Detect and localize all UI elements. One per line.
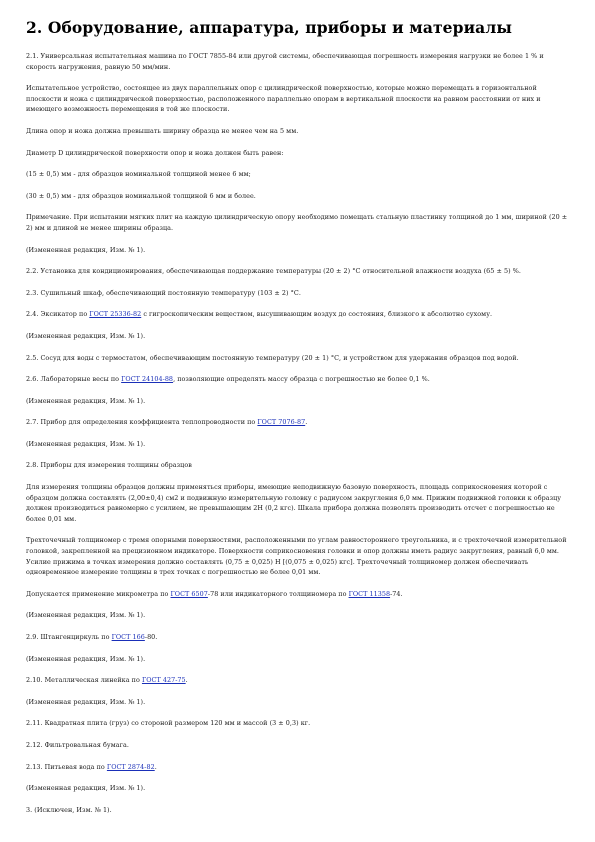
section-title: 2. Оборудование, аппаратура, приборы и материалы <box>26 18 512 37</box>
paragraph <box>26 266 571 277</box>
paragraph <box>26 762 571 773</box>
paragraph-text: (Измененная редакция, Изм. № 1). <box>26 784 146 793</box>
paragraph <box>26 245 571 256</box>
paragraph <box>26 632 571 643</box>
paragraph-text: (15 ± 0,5) мм - для образцов номинальной толщиной менее 6 мм; <box>26 170 251 179</box>
document-body <box>26 51 571 815</box>
paragraph-text: (30 ± 0,5) мм - для образцов номинальной толщиной 6 мм и более. <box>26 191 256 200</box>
paragraph-text: Для измерения толщины образцов должны применяться приборы, имеющие неподвижную базовую поверхность, площадь соприкосновения которой с образцом должна составлять (2,00±0,4) см2 и подвижную измерительную головку с радиусом закругления 6,0 мм. Прижим подвижной головки к образцу должен производиться равномерно с усилием, не превышающим 2Н (0,2 кгс). Шкала прибора должна позволять производить отсчет с погрешностью не более 0,01 мм. <box>26 483 562 523</box>
paragraph-text: (Измененная редакция, Изм. № 1). <box>26 611 146 620</box>
paragraph-text: -74. <box>390 589 403 598</box>
paragraph <box>26 482 571 524</box>
paragraph <box>26 331 571 342</box>
paragraph-text: (Измененная редакция, Изм. № 1). <box>26 245 146 254</box>
paragraph-text: 2.5. Сосуд для воды с термостатом, обеспечивающим постоянную температуру (20 ± 1) °С, и устройством для удержания образцов под водой. <box>26 353 519 362</box>
standard-link[interactable]: ГОСТ 24104-88 <box>121 375 174 384</box>
paragraph-text: . <box>305 418 308 427</box>
paragraph-text: 2.10. Металлическая линейка по <box>26 676 142 685</box>
paragraph <box>26 83 571 115</box>
paragraph <box>26 805 571 816</box>
paragraph-text: (Измененная редакция, Изм. № 1). <box>26 654 146 663</box>
paragraph <box>26 169 571 180</box>
paragraph <box>26 610 571 621</box>
paragraph-text: Примечание. При испытании мягких плит на каждую цилиндрическую опору необходимо помещать стальную пластинку толщиной до 1 мм, шириной (20 ± 2) мм и длиной не менее ширины образца. <box>26 213 568 232</box>
paragraph <box>26 783 571 794</box>
paragraph-text: . <box>154 762 157 771</box>
paragraph <box>26 191 571 202</box>
paragraph-text: 2.4. Эксикатор по <box>26 310 90 319</box>
paragraph-text: (Измененная редакция, Изм. № 1). <box>26 396 146 405</box>
paragraph-text: Испытательное устройство, состоящее из двух параллельных опор с цилиндрической поверхностью, которые можно перемещать в горизонтальной плоскости и ножа с цилиндрической поверхностью, расположенного параллельно опорам в вертикальной плоскости на равном расстоянии от них и имеющего возможность перемещения в той же плоскости. <box>26 84 541 114</box>
paragraph-text: 2.3. Сушильный шкаф, обеспечивающий постоянную температуру (103 ± 2) °С. <box>26 288 301 297</box>
paragraph-text: с гигроскопическим веществом, высушивающим воздух до состояния, близкого к абсолютно сухому. <box>141 310 493 319</box>
paragraph-text: 2.11. Квадратная плита (груз) со стороной размером 120 мм и массой (3 ± 0,3) кг. <box>26 719 311 728</box>
paragraph-text: 2.6. Лабораторные весы по <box>26 375 122 384</box>
standard-link[interactable]: ГОСТ 427-75 <box>141 676 186 685</box>
paragraph <box>26 148 571 159</box>
paragraph-text: Допускается применение микрометра по <box>26 589 171 598</box>
paragraph <box>26 212 571 233</box>
standard-link[interactable]: ГОСТ 25336-82 <box>89 310 142 319</box>
paragraph-text: 2.7. Прибор для определения коэффициента теплопроводности по <box>26 418 258 427</box>
paragraph <box>26 675 571 686</box>
paragraph <box>26 697 571 708</box>
paragraph <box>26 51 571 72</box>
document-page <box>26 18 571 826</box>
paragraph-text: 2.8. Приборы для измерения толщины образцов <box>26 461 192 470</box>
paragraph <box>26 654 571 665</box>
paragraph <box>26 589 571 600</box>
paragraph <box>26 439 571 450</box>
paragraph <box>26 718 571 729</box>
paragraph <box>26 353 571 364</box>
standard-link[interactable]: ГОСТ 2874-82 <box>106 762 155 771</box>
paragraph <box>26 126 571 137</box>
paragraph <box>26 535 571 577</box>
paragraph-text: (Измененная редакция, Изм. № 1). <box>26 697 146 706</box>
paragraph-text: Диаметр D цилиндрической поверхности опор и ножа должен быть равен: <box>26 148 284 157</box>
paragraph-text: 3. (Исключен, Изм. № 1). <box>26 805 112 814</box>
paragraph-text: 2.13. Питьевая вода по <box>26 762 107 771</box>
paragraph <box>26 460 571 471</box>
standard-link[interactable]: ГОСТ 11358 <box>348 589 391 598</box>
paragraph-text: 2.12. Фильтровальная бумага. <box>26 740 129 749</box>
paragraph-text: (Измененная редакция, Изм. № 1). <box>26 331 146 340</box>
standard-link[interactable]: ГОСТ 6507 <box>170 589 208 598</box>
paragraph <box>26 309 571 320</box>
paragraph-text: 2.2. Установка для кондиционирования, обеспечивающая поддержание температуры (20 ± 2) °С относительной влажности воздуха (65 ± 5) %. <box>26 267 521 276</box>
paragraph-text: . <box>185 676 188 685</box>
paragraph-text: 2.1. Универсальная испытательная машина по ГОСТ 7855-84 или другой системы, обеспечивающая погрешность измерения нагрузки не более 1 % и скорость нагружения, равную 50 мм/мин. <box>26 52 544 71</box>
paragraph-text: -80. <box>144 633 158 641</box>
paragraph <box>26 374 571 385</box>
paragraph-text: 2.9. Штангенциркуль по <box>26 633 112 641</box>
paragraph-text: -78 или индикаторного толщиномера по <box>207 589 349 598</box>
paragraph <box>26 417 571 428</box>
paragraph <box>26 740 571 751</box>
standard-link[interactable]: ГОСТ 166 <box>111 633 145 641</box>
paragraph-text: , позволяющие определять массу образца с погрешностью не более 0,1 %. <box>173 375 430 384</box>
paragraph <box>26 288 571 299</box>
paragraph <box>26 396 571 407</box>
paragraph-text: Трехточечный толщиномер с тремя опорными поверхностями, расположенными по углам равностороннего треугольника, и с трехточечной измерительной головкой, закрепленной на прецизионном индикаторе. Поверхности соприкосновения головки и опор должны иметь радиус закругления, равный 6,0 мм. Усилие прижима в точках измерения должно составлять (0,75 ± 0,025) Н [(0,075 ± 0,025) кгс]. Трехточечный толщиномер должен обеспечивать одновременное измерение толщины в трех точках с погрешностью не более 0,01 мм. <box>26 536 567 577</box>
paragraph-text: Длина опор и ножа должна превышать ширину образца не менее чем на 5 мм. <box>26 126 299 135</box>
paragraph-text: (Измененная редакция, Изм. № 1). <box>26 439 146 448</box>
standard-link[interactable]: ГОСТ 7076-87 <box>257 418 306 427</box>
